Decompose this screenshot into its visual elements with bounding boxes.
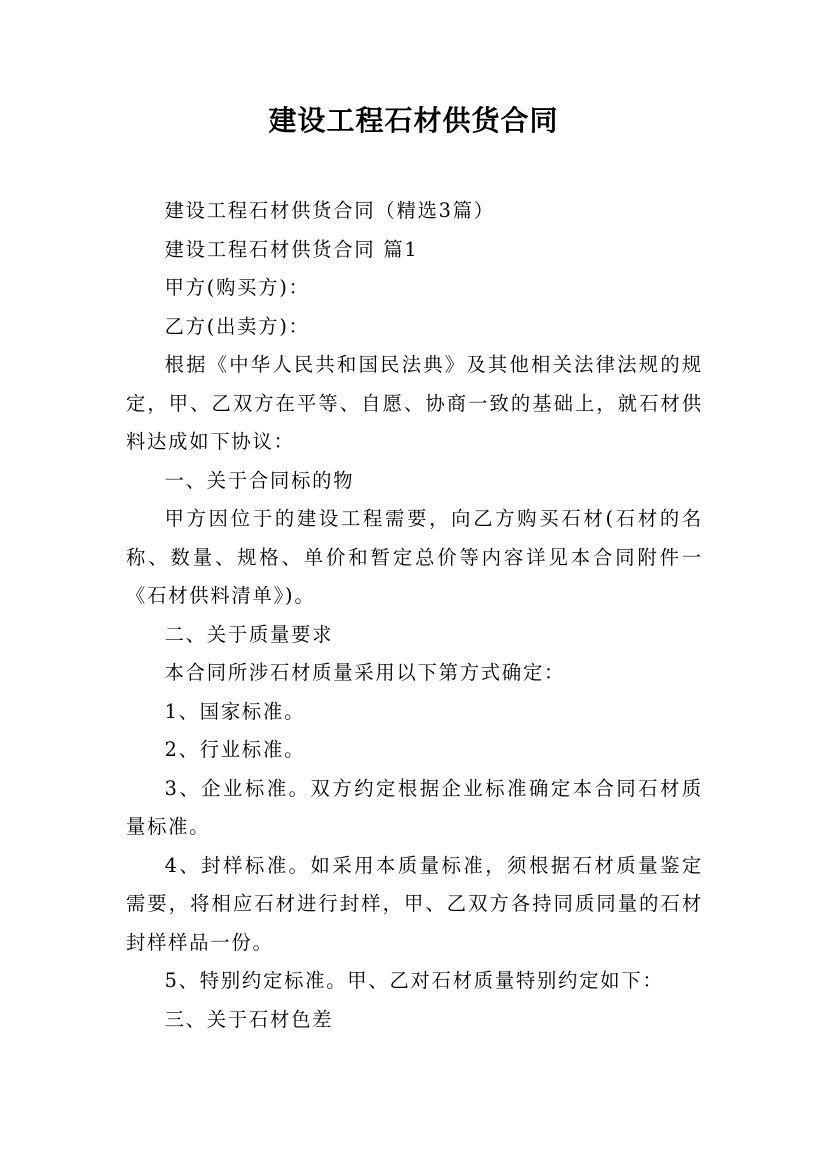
document-body xyxy=(126,192,703,1039)
paragraph-clause-text: 甲方因位于的建设工程需要，向乙方购买石材(石材的名称、数量、规格、单价和暂定总价等内容详见本合同附件一《石材供料清单》)。 xyxy=(126,507,703,607)
paragraph-section-heading: 建设工程石材供货合同 篇1 xyxy=(164,237,419,261)
paragraph-party-b: 乙方(出卖方)： xyxy=(164,314,310,338)
paragraph-subtitle: 建设工程石材供货合同（精选3篇） xyxy=(164,199,495,222)
document-title: 建设工程石材供货合同 xyxy=(268,104,559,137)
list-item: 1、国家标准。 xyxy=(164,699,306,723)
paragraph-clause-heading: 一、关于合同标的物 xyxy=(164,468,355,492)
list-item: 3、企业标准。双方约定根据企业标准确定本合同石材质量标准。 xyxy=(126,776,703,838)
paragraph-party-a: 甲方(购买方)： xyxy=(164,276,310,299)
list-item: 2、行业标准。 xyxy=(164,738,306,761)
paragraph-preamble: 根据《中华人民共和国民法典》及其他相关法律法规的规定，甲、乙双方在平等、自愿、协商一致的基础上，就石材供料达成如下协议： xyxy=(126,353,703,453)
list-item: 4、封样标准。如采用本质量标准，须根据石材质量鉴定需要，将相应石材进行封样，甲、乙双方各持同质同量的石材封样样品一份。 xyxy=(126,853,703,954)
paragraph-clause-text: 本合同所涉石材质量采用以下第方式确定： xyxy=(164,661,566,684)
list-item: 5、特别约定标准。甲、乙对石材质量特别约定如下： xyxy=(164,969,664,992)
paragraph-clause-heading: 二、关于质量要求 xyxy=(164,622,334,646)
paragraph-clause-heading: 三、关于石材色差 xyxy=(164,1007,334,1031)
